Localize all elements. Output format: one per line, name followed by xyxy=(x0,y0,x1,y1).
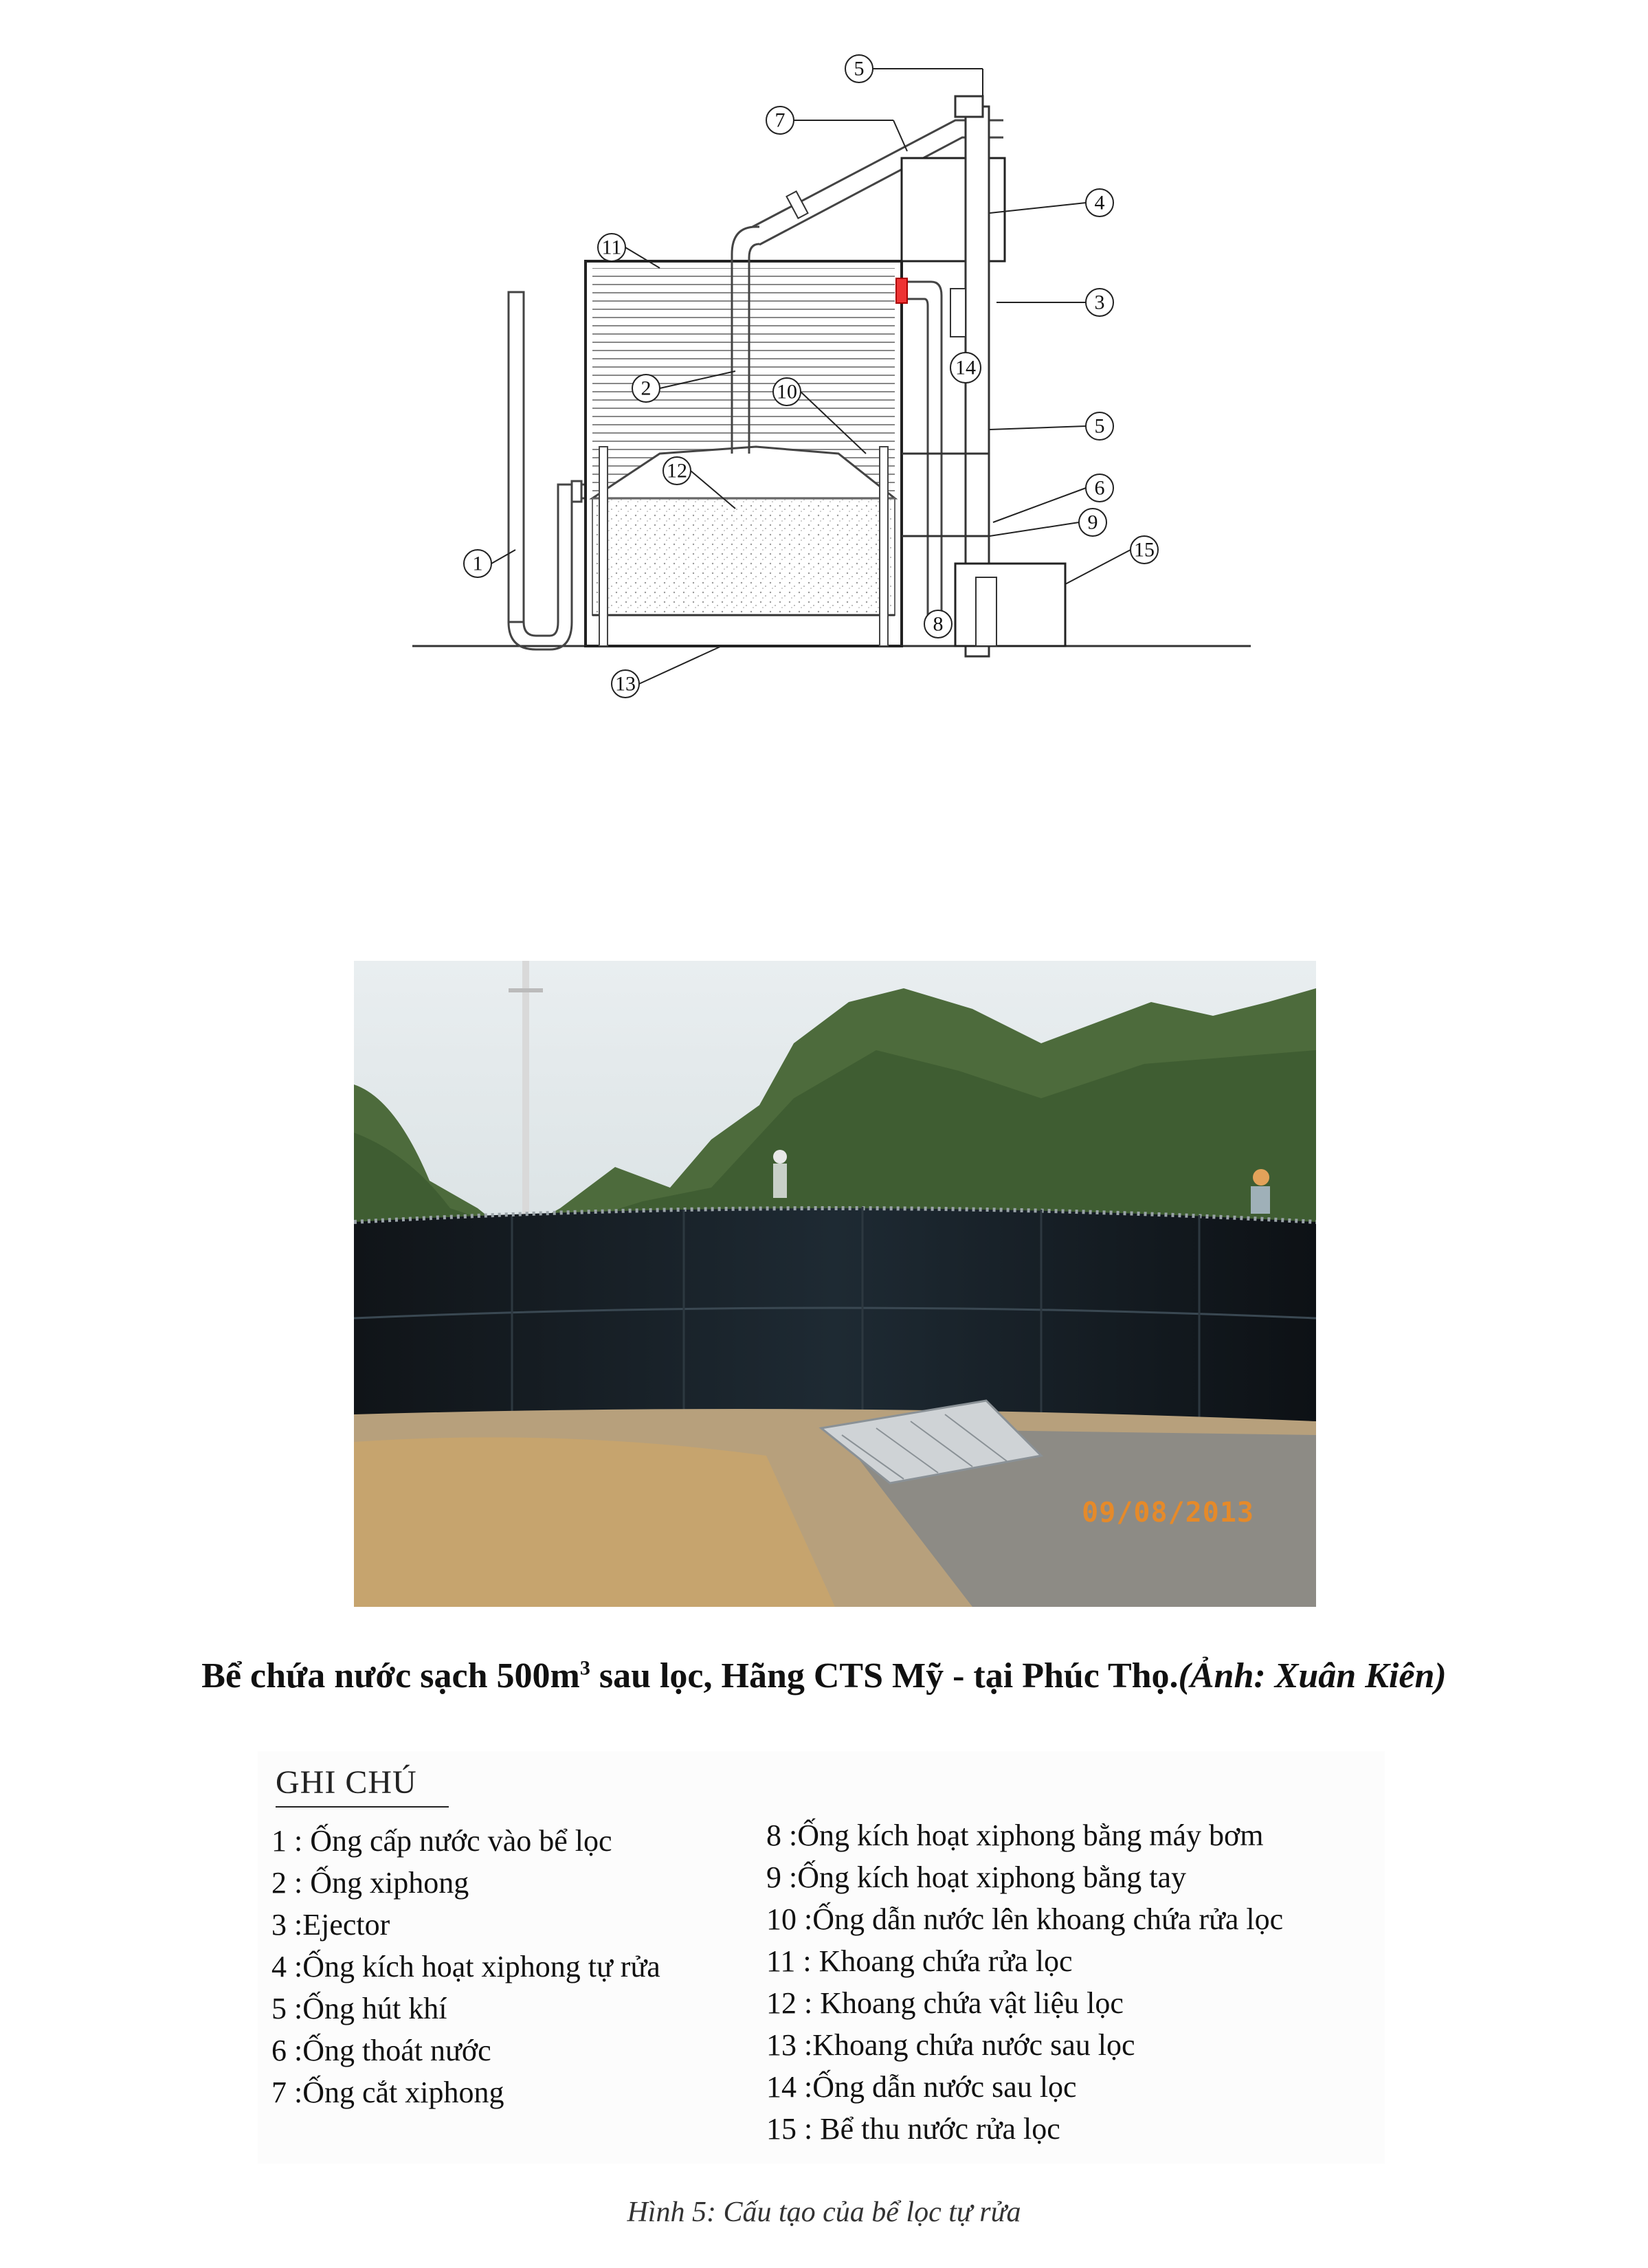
legend-item: 2 : Ống xiphong xyxy=(271,1866,469,1900)
callout-1: 1 xyxy=(472,552,483,575)
legend-item: 3 :Ejector xyxy=(271,1908,390,1942)
callout-4: 4 xyxy=(1094,191,1105,214)
legend-item: 9 :Ống kích hoạt xiphong bằng tay xyxy=(766,1860,1187,1894)
callout-9: 9 xyxy=(1087,511,1098,534)
figure-caption: Hình 5: Cấu tạo của bể lọc tự rửa xyxy=(627,2197,1021,2228)
callout-5-top: 5 xyxy=(854,57,865,80)
legend-column-left xyxy=(271,1820,660,2113)
legend-item: 6 :Ống thoát nước xyxy=(271,2034,491,2067)
callout-13: 13 xyxy=(615,672,636,696)
legend-item: 10 :Ống dẫn nước lên khoang chứa rửa lọc xyxy=(766,1902,1284,1936)
callout-12: 12 xyxy=(667,459,687,482)
callout-7: 7 xyxy=(775,109,786,132)
callout-14: 14 xyxy=(955,356,976,379)
wash-water-basin xyxy=(955,564,1065,646)
legend-title: GHI CHÚ xyxy=(276,1764,417,1801)
photo-credit: (Ảnh: Xuân Kiên) xyxy=(1178,1656,1447,1696)
legend-item: 8 :Ống kích hoạt xiphong bằng máy bơm xyxy=(766,1819,1264,1852)
legend-box xyxy=(258,1751,1385,2164)
legend-item: 7 :Ống cắt xiphong xyxy=(271,2076,504,2109)
inlet-pipe xyxy=(509,292,591,649)
caption-main: Bể chứa nước sạch 500m xyxy=(201,1656,580,1696)
callout-6: 6 xyxy=(1094,476,1105,500)
callout-10: 10 xyxy=(777,380,797,403)
callout-5: 5 xyxy=(1094,414,1105,438)
legend-item: 13 :Khoang chứa nước sau lọc xyxy=(766,2028,1135,2062)
photo-caption xyxy=(0,1655,1648,1698)
legend-item: 12 : Khoang chứa vật liệu lọc xyxy=(766,1986,1124,2020)
caption-rest: sau lọc, Hãng CTS Mỹ - tại Phúc Thọ. xyxy=(590,1656,1179,1696)
callout-3: 3 xyxy=(1094,291,1105,314)
legend-item: 4 :Ống kích hoạt xiphong tự rửa xyxy=(271,1950,660,1983)
filter-diagram xyxy=(412,41,1251,742)
filter-media xyxy=(592,498,895,615)
legend-item: 14 :Ống dẫn nước sau lọc xyxy=(766,2070,1077,2104)
callout-15: 15 xyxy=(1134,538,1155,562)
callout-2: 2 xyxy=(641,377,652,400)
tank-photo xyxy=(354,961,1316,1607)
legend-item: 15 : Bể thu nước rửa lọc xyxy=(766,2112,1060,2146)
legend-item: 5 :Ống hút khí xyxy=(271,1992,447,2025)
callout-8: 8 xyxy=(933,612,944,636)
legend-title-underline xyxy=(276,1806,449,1808)
legend-column-right xyxy=(766,1814,1283,2150)
callout-11: 11 xyxy=(601,236,622,259)
legend-item: 1 : Ống cấp nước vào bể lọc xyxy=(271,1824,612,1858)
legend-item: 11 : Khoang chứa rửa lọc xyxy=(766,1944,1073,1978)
caption-superscript: 3 xyxy=(579,1656,590,1680)
date-stamp: 09/08/2013 xyxy=(1082,1497,1254,1528)
